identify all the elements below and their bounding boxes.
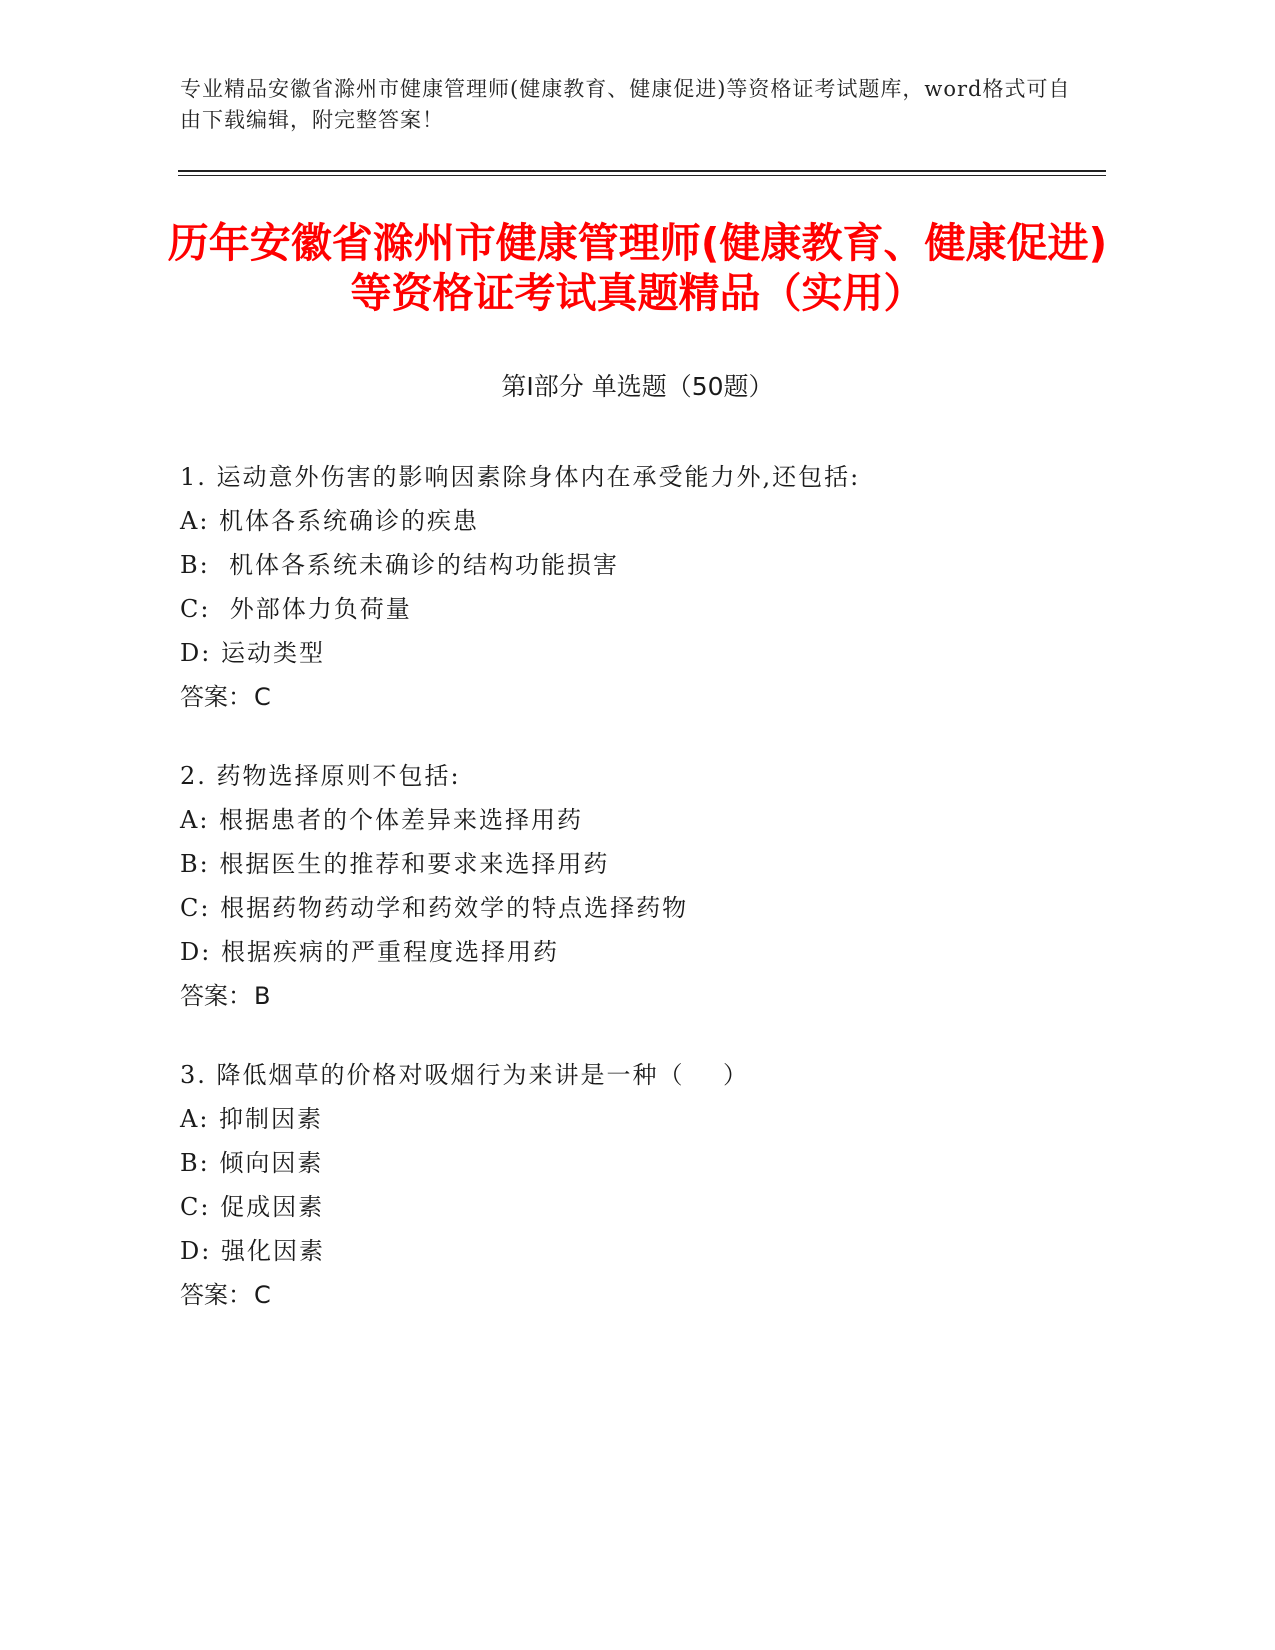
question-list	[180, 455, 1100, 1352]
option-c: C: 外部体力负荷量	[180, 595, 412, 623]
answer-value: C	[254, 683, 271, 711]
question-stem: 2. 药物选择原则不包括:	[180, 762, 461, 790]
document-title: 历年安徽省滁州市健康管理师(健康教育、健康促进)等资格证考试真题精品（实用）	[167, 219, 1108, 317]
option-a: A: 机体各系统确诊的疾患	[180, 507, 480, 535]
question-stem: 3. 降低烟草的价格对吸烟行为来讲是一种（ ）	[180, 1061, 750, 1089]
question-2	[180, 754, 1100, 1018]
option-a: A: 根据患者的个体差异来选择用药	[180, 806, 584, 834]
header-note: 专业精品安徽省滁州市健康管理师(健康教育、健康促进)等资格证考试题库，word格式可自由下载编辑，附完整答案！	[180, 77, 1071, 132]
answer-line	[180, 1273, 1100, 1317]
option-b: B: 倾向因素	[180, 1149, 324, 1177]
header-rule-thin	[178, 175, 1106, 176]
question-3	[180, 1053, 1100, 1317]
option-b: B: 根据医生的推荐和要求来选择用药	[180, 850, 610, 878]
question-1	[180, 455, 1100, 719]
answer-line	[180, 675, 1100, 719]
answer-value: C	[254, 1281, 271, 1309]
answer-label: 答案：	[180, 683, 252, 711]
answer-value: B	[254, 982, 271, 1010]
option-d: D: 强化因素	[180, 1237, 325, 1265]
option-d: D: 运动类型	[180, 639, 325, 667]
option-c: C: 促成因素	[180, 1193, 325, 1221]
answer-label: 答案：	[180, 982, 252, 1010]
option-c: C: 根据药物药动学和药效学的特点选择药物	[180, 894, 689, 922]
answer-label: 答案：	[180, 1281, 252, 1309]
question-stem: 1. 运动意外伤害的影响因素除身体内在承受能力外,还包括:	[180, 463, 861, 491]
option-b: B: 机体各系统未确诊的结构功能损害	[180, 551, 619, 579]
answer-line	[180, 974, 1100, 1018]
option-a: A: 抑制因素	[180, 1105, 324, 1133]
section-title: 第Ⅰ部分 单选题（50题）	[501, 372, 774, 401]
option-d: D: 根据疾病的严重程度选择用药	[180, 938, 559, 966]
header-rule-thick	[178, 170, 1106, 172]
